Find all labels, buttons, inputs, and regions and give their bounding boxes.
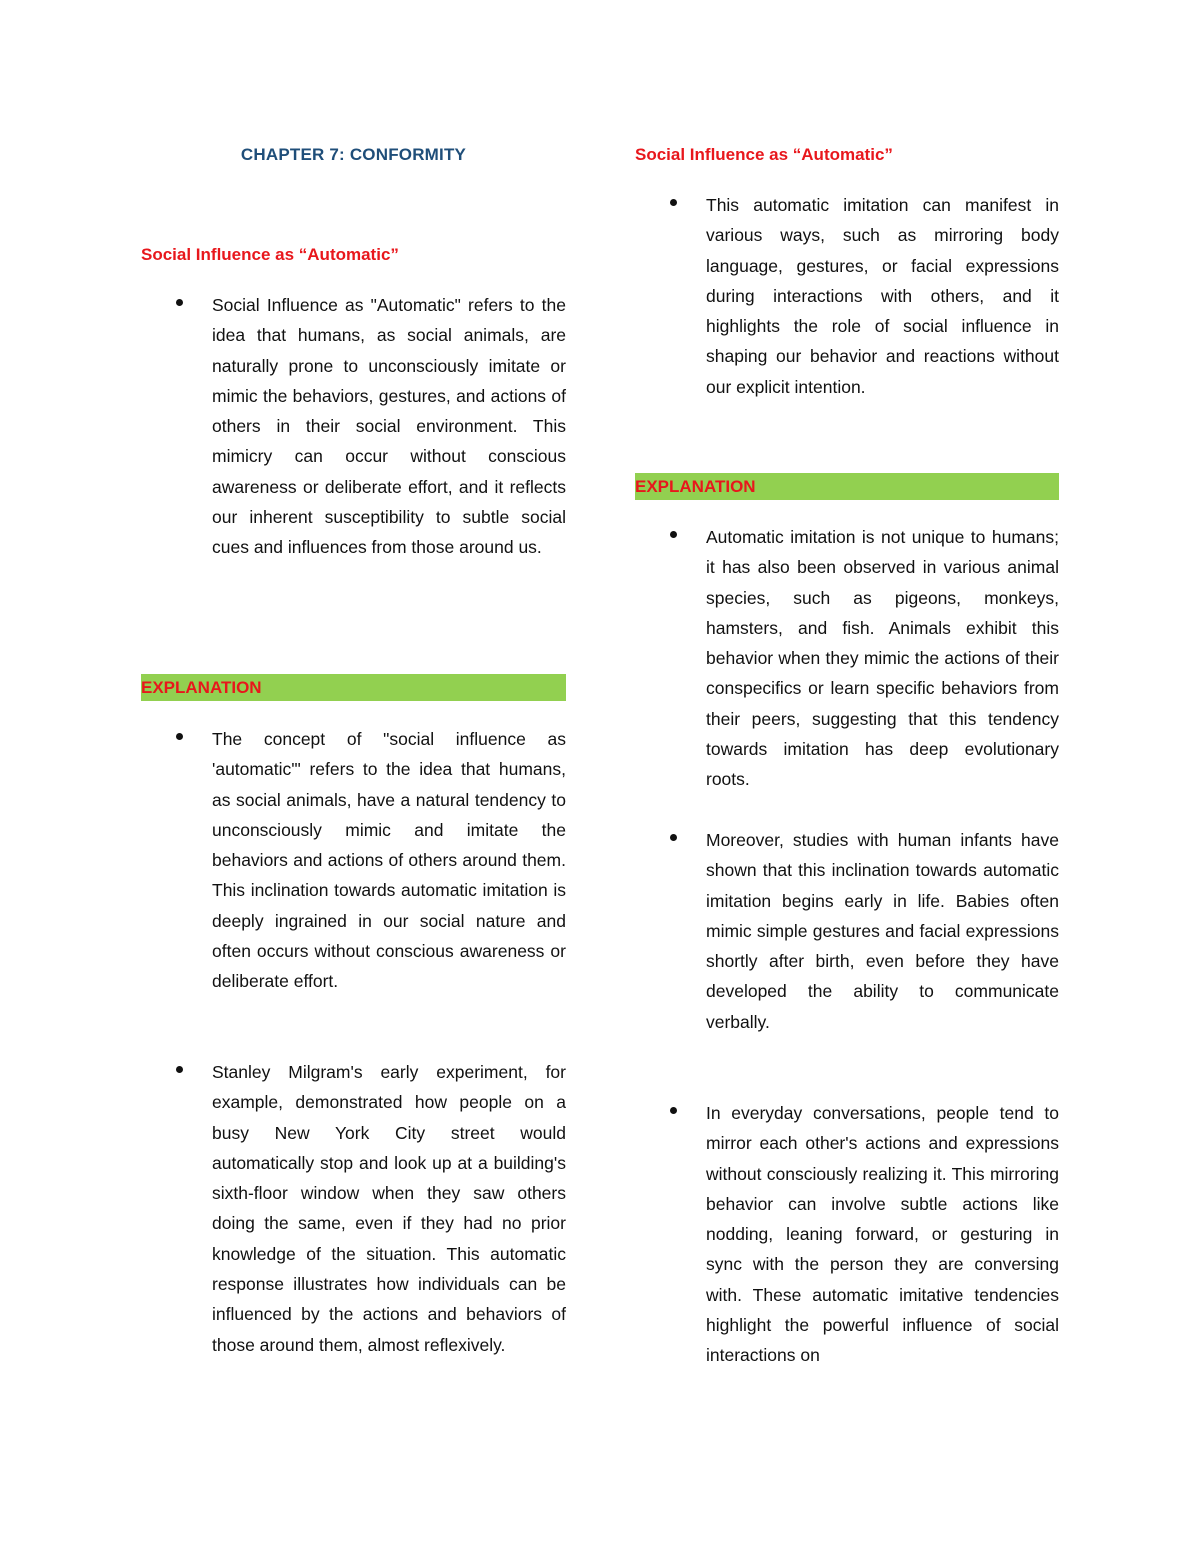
bullet-dot-icon — [670, 834, 677, 841]
bullet-item — [141, 724, 566, 997]
bullet-text: Automatic imitation is not unique to humans; it has also been observed in various animal species, such as pigeons, monkeys, hamsters, and fish. Animals exhibit this behavior when they mimic the actions of their conspecifics or learn specific behaviors from their peers, suggesting that this tendency towards imitation has deep evolutionary roots. — [706, 527, 1059, 790]
bullet-dot-icon — [176, 1066, 183, 1073]
section-heading: Social Influence as “Automatic” — [141, 245, 399, 264]
bullet-text: This automatic imitation can manifest in various ways, such as mirroring body language, gestures, or facial expressions during interactions with others, and it highlights the role of social influence in shaping our behavior and reactions without our explicit intention. — [706, 195, 1059, 397]
bullet-dot-icon — [670, 199, 677, 206]
bullet-dot-icon — [670, 1107, 677, 1114]
bullet-text: Moreover, studies with human infants have shown that this inclination towards automatic imitation begins early in life. Babies often mimic simple gestures and facial expressions shortly after birth, even before they have developed the ability to communicate verbally. — [706, 830, 1059, 1032]
bullet-text: The concept of "social influence as 'automatic'" refers to the idea that humans, as social animals, have a natural tendency to unconsciously mimic and imitate the behaviors and actions of others around them. This inclination towards automatic imitation is deeply ingrained in our social nature and often occurs without conscious awareness or deliberate effort. — [212, 729, 566, 992]
bullet-dot-icon — [670, 531, 677, 538]
bullet-item — [141, 290, 566, 563]
chapter-title: CHAPTER 7: CONFORMITY — [240, 145, 467, 164]
bullet-dot-icon — [176, 299, 183, 306]
bullet-text: Stanley Milgram's early experiment, for example, demonstrated how people on a busy New York City street would automatically stop and look up at a building's sixth-floor window when they saw others doing the same, even if they had no prior knowledge of the situation. This automatic response illustrates how individuals can be influenced by the actions and behaviors of those around them, almost reflexively. — [212, 1062, 566, 1355]
bullet-dot-icon — [176, 733, 183, 740]
explanation-heading: EXPLANATION — [141, 674, 566, 701]
bullet-item — [635, 1098, 1059, 1371]
bullet-text: In everyday conversations, people tend to mirror each other's actions and expressions without consciously realizing it. This mirroring behavior can involve subtle actions like nodding, leaning forward, or gesturing in sync with the person they are conversing with. These automatic imitative tendencies highlight the powerful influence of social interactions on — [706, 1103, 1059, 1366]
bullet-item — [141, 1057, 566, 1360]
bullet-item — [635, 825, 1059, 1037]
bullet-item — [635, 522, 1059, 795]
bullet-item — [635, 190, 1059, 402]
explanation-heading: EXPLANATION — [635, 473, 1059, 500]
bullet-text: Social Influence as "Automatic" refers to the idea that humans, as social animals, are naturally prone to unconsciously imitate or mimic the behaviors, gestures, and actions of others in their social environment. This mimicry can occur without conscious awareness or deliberate effort, and it reflects our inherent susceptibility to subtle social cues and influences from those around us. — [212, 295, 566, 558]
section-heading: Social Influence as “Automatic” — [635, 145, 893, 164]
